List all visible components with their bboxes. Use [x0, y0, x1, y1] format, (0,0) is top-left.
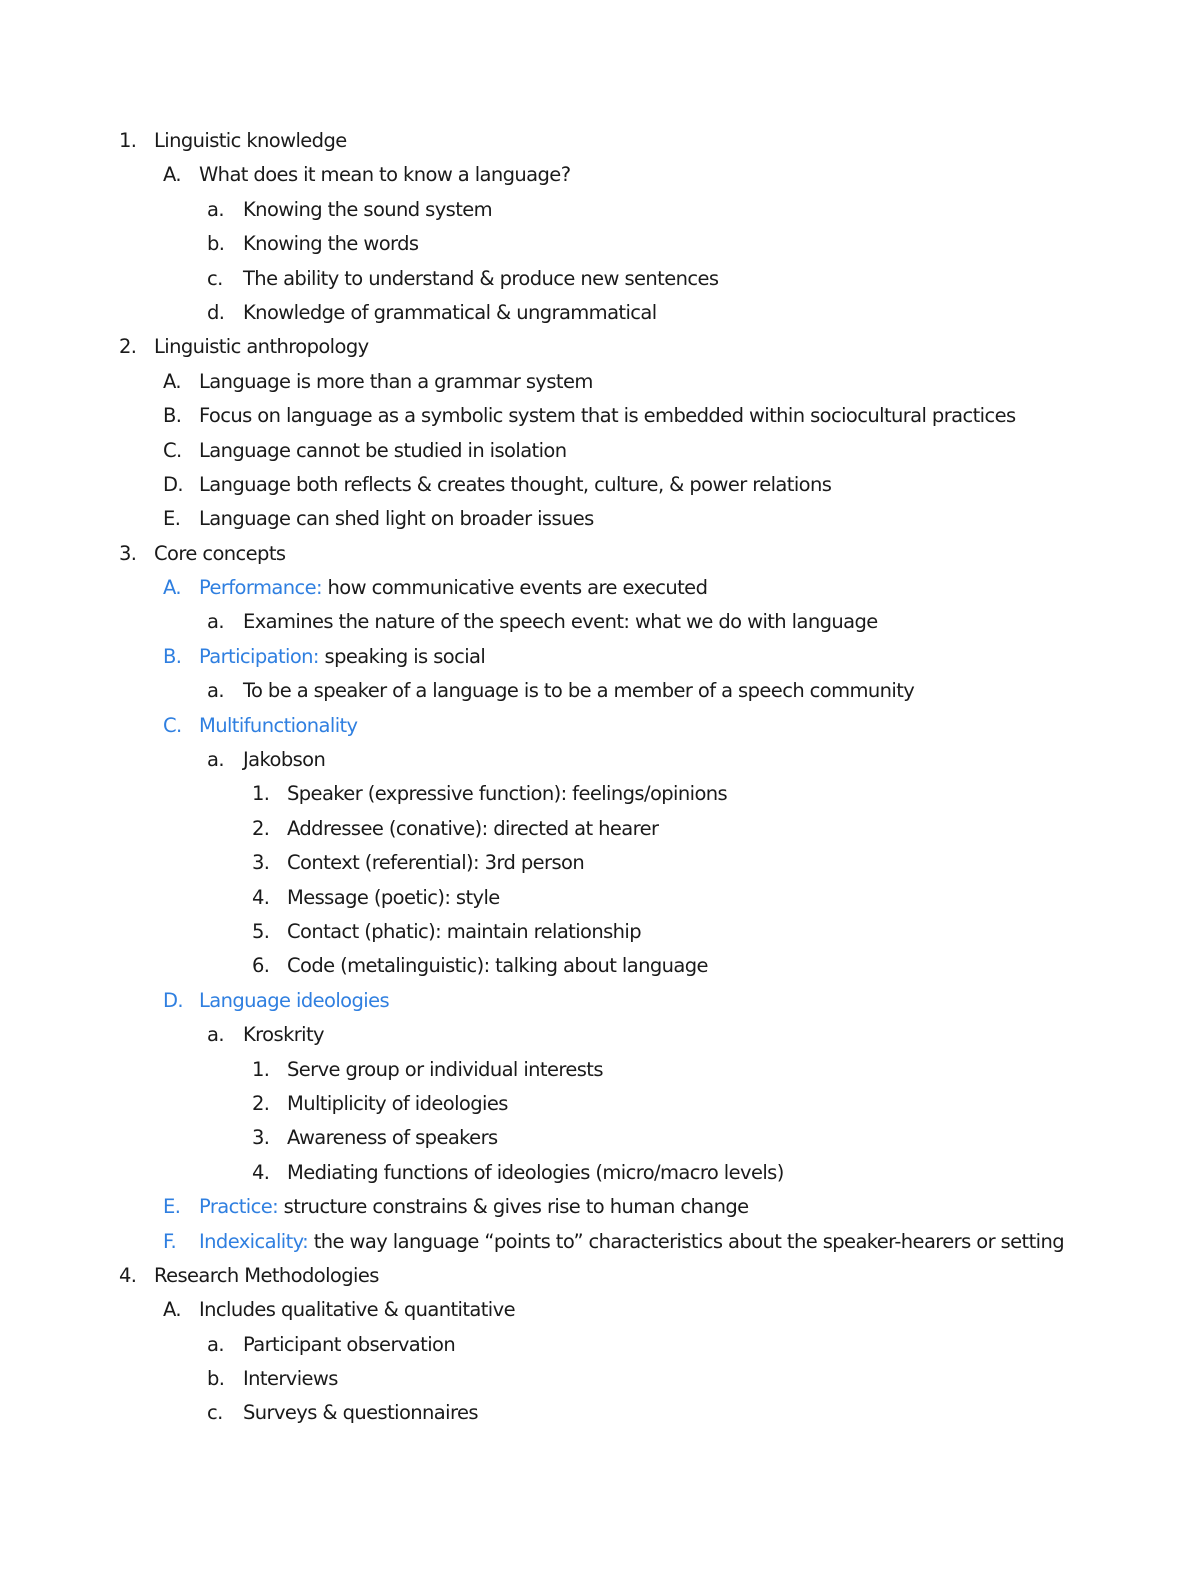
list-item-text: Message (poetic): style	[287, 885, 500, 909]
list-item-text: Context (referential): 3rd person	[287, 851, 585, 875]
outline-item-level-1	[0, 330, 1200, 364]
list-item-text: Awareness of speakers	[287, 1126, 498, 1150]
list-item-text: Language both reflects & creates thought, culture, & power relations	[199, 472, 832, 496]
list-item-text: Language is more than a grammar system	[199, 369, 593, 393]
list-marker: a.	[207, 679, 224, 703]
concept-term: Performance:	[199, 576, 322, 600]
list-marker: F.	[163, 1229, 177, 1253]
list-item-text: What does it mean to know a language?	[199, 163, 571, 187]
list-item-text: Includes qualitative & quantitative	[199, 1298, 515, 1322]
list-marker: 6.	[252, 954, 270, 978]
list-item-text	[199, 1225, 1064, 1259]
list-marker: C.	[163, 713, 182, 737]
concept-definition: structure constrains & gives rise to human change	[278, 1195, 749, 1219]
outline-item-level-3	[0, 1362, 1200, 1396]
outline-item-level-1	[0, 537, 1200, 571]
list-item-text: Contact (phatic): maintain relationship	[287, 919, 642, 943]
outline-item-level-3	[0, 1018, 1200, 1052]
outline-item-level-3	[0, 743, 1200, 777]
concept-term: Multifunctionality	[199, 713, 358, 737]
list-item-text	[199, 709, 358, 743]
list-item-text	[199, 640, 485, 674]
list-item-text: Examines the nature of the speech event: what we do with language	[243, 610, 878, 634]
outline-item-level-4	[0, 949, 1200, 983]
list-item-text: Addressee (conative): directed at hearer	[287, 816, 659, 840]
list-marker: a.	[207, 610, 224, 634]
list-marker: a.	[207, 197, 224, 221]
list-item-text: Code (metalinguistic): talking about language	[287, 954, 708, 978]
list-item-text	[199, 1190, 749, 1224]
outline-item-level-4	[0, 1087, 1200, 1121]
list-marker: 3.	[119, 541, 137, 565]
outline-item-level-2	[0, 502, 1200, 536]
list-marker: A.	[163, 163, 181, 187]
outline-item-level-2	[0, 1293, 1200, 1327]
list-marker: c.	[207, 266, 223, 290]
list-marker: B.	[163, 644, 182, 668]
list-marker: A.	[163, 1298, 181, 1322]
outline-item-level-2	[0, 1225, 1200, 1259]
outline-item-level-2	[0, 158, 1200, 192]
outline-item-level-1	[0, 1259, 1200, 1293]
outline-item-level-2	[0, 399, 1200, 433]
outline-item-level-2	[0, 571, 1200, 605]
outline-item-level-4	[0, 1156, 1200, 1190]
outline-item-level-3	[0, 296, 1200, 330]
outline-item-level-4	[0, 777, 1200, 811]
list-marker: E.	[163, 1195, 181, 1219]
list-marker: 4.	[119, 1263, 137, 1287]
outline-item-level-2	[0, 640, 1200, 674]
list-marker: 3.	[252, 1126, 270, 1150]
outline-item-level-3	[0, 674, 1200, 708]
list-item-text: Language can shed light on broader issues	[199, 507, 594, 531]
list-item-text: The ability to understand & produce new sentences	[243, 266, 719, 290]
outline-item-level-3	[0, 1396, 1200, 1430]
list-marker: 5.	[252, 919, 270, 943]
list-marker: D.	[163, 988, 184, 1012]
list-marker: a.	[207, 1332, 224, 1356]
outline-item-level-2	[0, 1190, 1200, 1224]
concept-definition: speaking is social	[318, 644, 486, 668]
list-item-text: Participant observation	[243, 1332, 456, 1356]
list-marker: A.	[163, 576, 181, 600]
list-marker: 4.	[252, 885, 270, 909]
list-item-text: Focus on language as a symbolic system that is embedded within sociocultural practices	[199, 404, 1016, 428]
list-marker: B.	[163, 404, 182, 428]
list-item-text: Knowledge of grammatical & ungrammatical	[243, 300, 657, 324]
list-item-text: Knowing the words	[243, 232, 419, 256]
list-item-text: Serve group or individual interests	[287, 1057, 603, 1081]
list-item-text: Interviews	[243, 1367, 338, 1391]
list-marker: c.	[207, 1401, 223, 1425]
outline-item-level-1	[0, 124, 1200, 158]
list-marker: b.	[207, 1367, 225, 1391]
list-item-text: Research Methodologies	[154, 1263, 379, 1287]
list-marker: 2.	[119, 335, 137, 359]
list-marker: b.	[207, 232, 225, 256]
list-item-text: Linguistic anthropology	[154, 335, 369, 359]
outline-item-level-2	[0, 434, 1200, 468]
concept-term: Language ideologies	[199, 988, 390, 1012]
list-marker: C.	[163, 438, 182, 462]
list-item-text	[199, 984, 389, 1018]
list-marker: d.	[207, 300, 225, 324]
outline-item-level-2	[0, 468, 1200, 502]
list-item-text: Surveys & questionnaires	[243, 1401, 478, 1425]
list-item-text: Jakobson	[243, 748, 326, 772]
outline-item-level-3	[0, 227, 1200, 261]
list-marker: D.	[163, 472, 184, 496]
outline-item-level-2	[0, 984, 1200, 1018]
list-marker: a.	[207, 748, 224, 772]
list-item-text: Knowing the sound system	[243, 197, 493, 221]
list-item-text: Core concepts	[154, 541, 286, 565]
outline-item-level-3	[0, 193, 1200, 227]
list-item-text: Language cannot be studied in isolation	[199, 438, 567, 462]
list-marker: 1.	[119, 129, 137, 152]
list-marker: 3.	[252, 851, 270, 875]
outline-item-level-3	[0, 1328, 1200, 1362]
list-item-text: To be a speaker of a language is to be a member of a speech community	[243, 679, 915, 703]
outline-item-level-4	[0, 1121, 1200, 1155]
outline-item-level-4	[0, 812, 1200, 846]
outline-item-level-3	[0, 262, 1200, 296]
list-marker: a.	[207, 1023, 224, 1047]
concept-term: Indexicality:	[199, 1229, 309, 1253]
list-marker: A.	[163, 369, 181, 393]
outline-item-level-2	[0, 709, 1200, 743]
list-marker: 1.	[252, 782, 270, 806]
list-item-text: Kroskrity	[243, 1023, 324, 1047]
concept-definition: how communicative events are executed	[321, 576, 708, 600]
outline-item-level-3	[0, 605, 1200, 639]
list-item-text: Multiplicity of ideologies	[287, 1091, 508, 1115]
list-item-text: Linguistic knowledge	[154, 129, 347, 152]
outline-item-level-4	[0, 915, 1200, 949]
list-marker: E.	[163, 507, 181, 531]
list-marker: 1.	[252, 1057, 270, 1081]
outline-item-level-4	[0, 846, 1200, 880]
list-item-text: Speaker (expressive function): feelings/opinions	[287, 782, 728, 806]
list-item-text: Mediating functions of ideologies (micro/macro levels)	[287, 1160, 784, 1184]
outline-item-level-2	[0, 365, 1200, 399]
concept-definition: the way language “points to” characteristics about the speaker-hearers or setting	[308, 1229, 1065, 1253]
notes-outline	[0, 124, 1200, 1431]
outline-item-level-4	[0, 881, 1200, 915]
concept-term: Participation:	[199, 644, 319, 668]
concept-term: Practice:	[199, 1195, 279, 1219]
outline-item-level-4	[0, 1053, 1200, 1087]
list-marker: 2.	[252, 816, 270, 840]
list-marker: 2.	[252, 1091, 270, 1115]
list-item-text	[199, 571, 707, 605]
list-marker: 4.	[252, 1160, 270, 1184]
